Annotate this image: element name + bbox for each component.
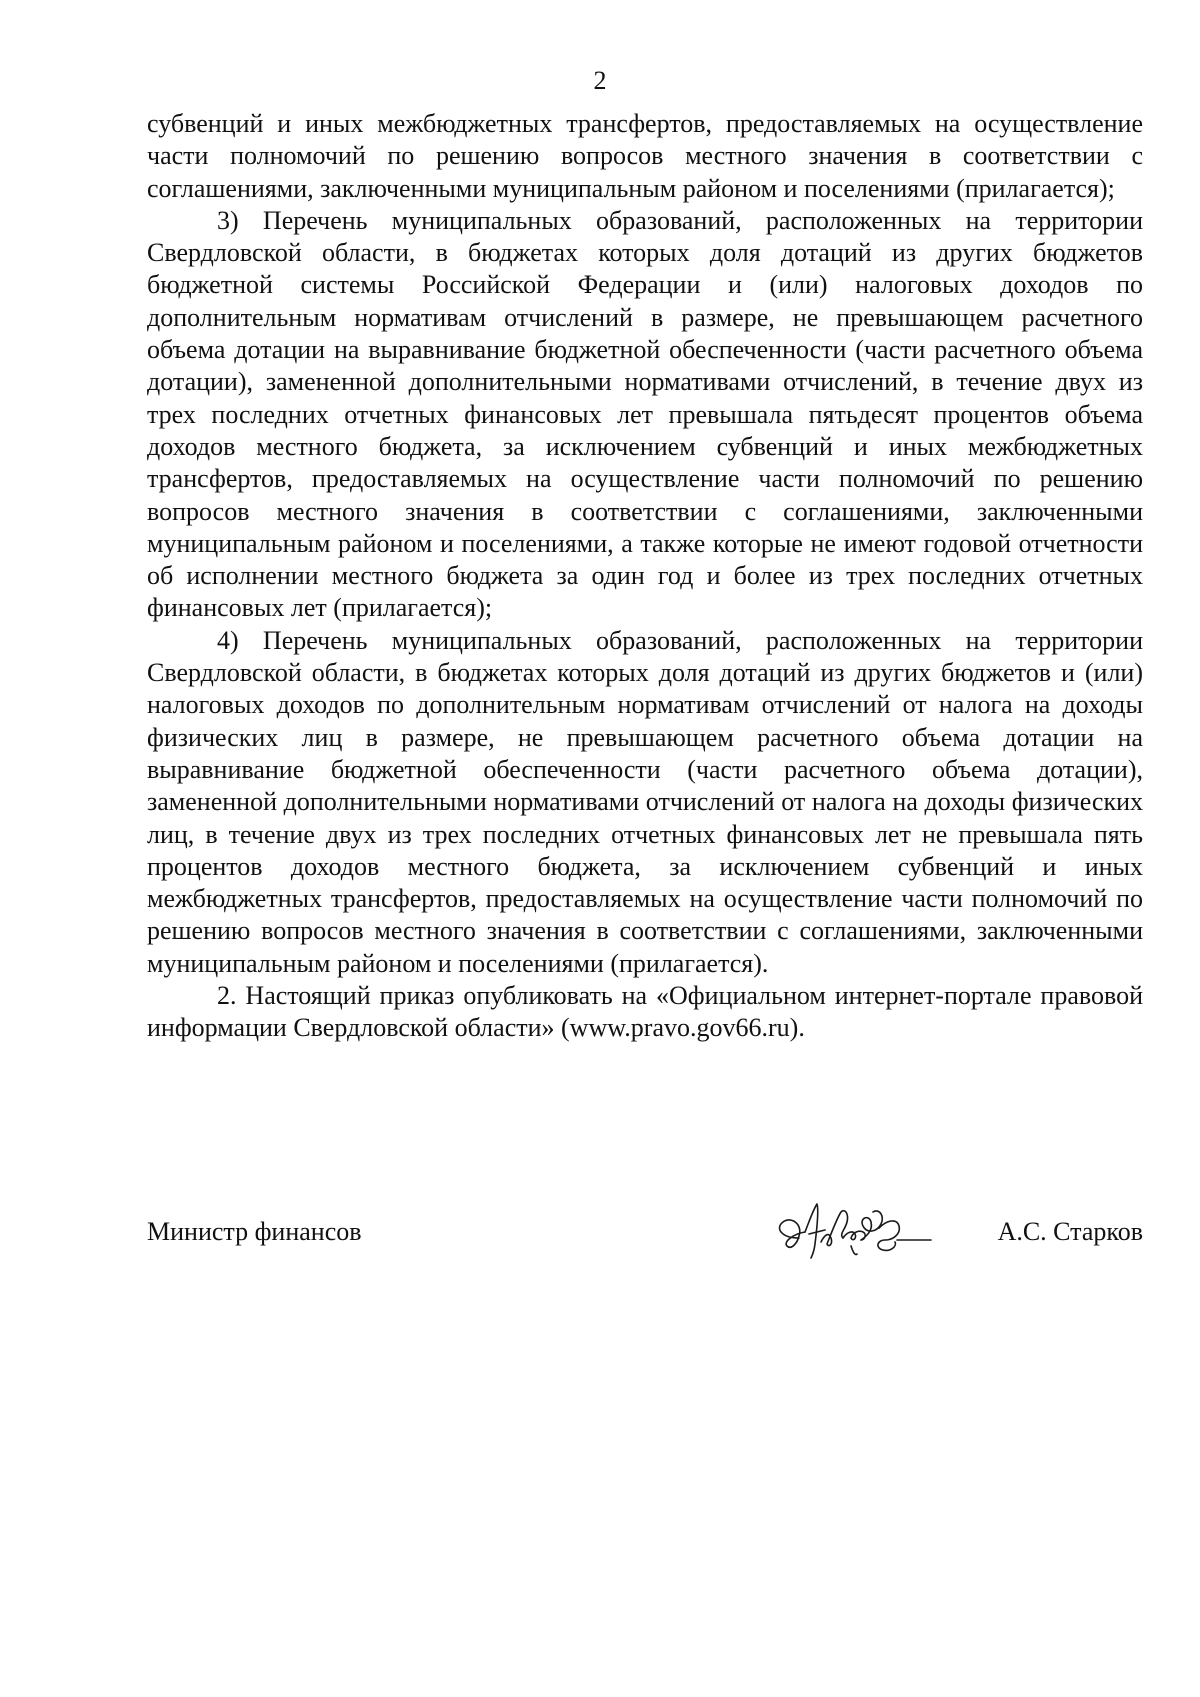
document-body xyxy=(147,108,1143,1045)
signatory-position: Министр финансов xyxy=(147,1217,362,1246)
paragraph-continuation: субвенций и иных межбюджетных трансфертов, предоставляемых на осуществление части полномочий по решению вопросов местного значения в соответствии с соглашениями, заключенными муниципальным районом и поселениями (прилагается); xyxy=(147,109,1143,203)
handwritten-signature-icon xyxy=(769,1198,939,1268)
paragraph-clause-2: 2. Настоящий приказ опубликовать на «Официальном интернет-портале правовой информации Свердловской области» (www.pravo.gov66.ru). xyxy=(147,981,1143,1043)
signatory-name: А.С. Старков xyxy=(997,1217,1143,1246)
signature-block xyxy=(147,1198,1143,1268)
paragraph-item-4: 4) Перечень муниципальных образований, расположенных на территории Свердловской области, в бюджетах которых доля дотаций из других бюджетов и (или) налоговых доходов по дополнительным нормативам отчислений от налога на доходы физических лиц в размере, не превышающем расчетного объема дотации на выравнивание бюджетной обеспеченности (части расчетного объема дотации), замененной дополнительными нормативами отчислений от налога на доходы физических лиц, в течение двух из трех последних отчетных финансовых лет не превышала пять процентов доходов местного бюджета, за исключением субвенций и иных межбюджетных трансфертов, предоставляемых на осуществление части полномочий по решению вопросов местного значения в соответствии с соглашениями, заключенными муниципальным районом и поселениями (прилагается). xyxy=(147,625,1143,978)
page-number: 2 xyxy=(593,66,607,95)
paragraph-item-3: 3) Перечень муниципальных образований, расположенных на территории Свердловской области, в бюджетах которых доля дотаций из других бюджетов бюджетной системы Российской Федерации и (или) налоговых доходов по дополнительным нормативам отчислений в размере, не превышающем расчетного объема дотации на выравнивание бюджетной обеспеченности (части расчетного объема дотации), замененной дополнительными нормативами отчислений, в течение двух из трех последних отчетных финансовых лет превышала пятьдесят процентов объема доходов местного бюджета, за исключением субвенций и иных межбюджетных трансфертов, предоставляемых на осуществление части полномочий по решению вопросов местного значения в соответствии с соглашениями, заключенными муниципальным районом и поселениями, а также которые не имеют годовой отчетности об исполнении местного бюджета за один год и более из трех последних отчетных финансовых лет (прилагается); xyxy=(147,205,1143,623)
